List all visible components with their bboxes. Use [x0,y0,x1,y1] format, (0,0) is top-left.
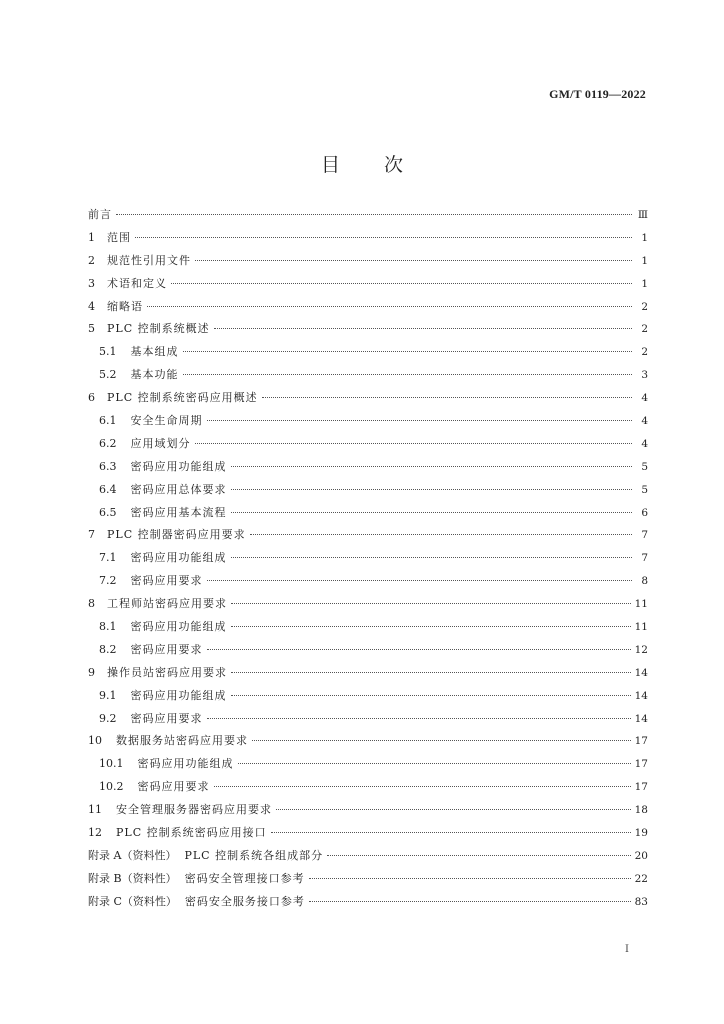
toc-entry-number: 6.3 [99,459,117,473]
toc-entry-label: 术语和定义 [107,276,167,290]
toc-entry-number: 9.1 [99,688,117,702]
toc-entry-page: 11 [634,621,648,634]
toc-entry-number: 6.4 [99,482,117,496]
toc-entry-number: 2 [88,253,95,267]
toc-entry-number: 1 [88,230,95,244]
toc-entry-label: 前言 [88,208,112,221]
toc-entry-label: 操作员站密码应用要求 [107,665,227,679]
toc-entry-number: 11 [88,803,102,817]
toc-entry-page: 5 [641,460,648,473]
toc-leader-dots [231,672,631,673]
toc-entry-number: 7 [88,528,95,542]
toc-leader-dots [207,580,633,581]
toc-leader-dots [271,832,631,833]
toc-leader-dots [135,237,632,238]
toc-entry[interactable] [88,593,648,616]
toc-entry-label: 密码应用要求 [130,574,203,588]
toc-entry-number: 6.5 [99,505,117,519]
toc-entry[interactable] [88,662,648,685]
toc-leader-dots [309,878,631,879]
toc-entry[interactable] [88,616,648,639]
toc-entry-page: 12 [634,643,648,656]
toc-entry-label: 安全管理服务器密码应用要求 [116,803,272,817]
toc-entry-label: 应用域划分 [130,436,191,450]
toc-entry[interactable] [88,685,648,708]
toc-entry-number: 8.2 [99,642,117,656]
toc-leader-dots [183,374,633,375]
toc-entry-number: 12 [88,826,102,840]
toc-entry-label: 密码应用要求 [130,711,203,725]
toc-entry-page: 2 [641,346,648,359]
toc-entry-page: 1 [641,231,648,244]
toc-entry-number: 4 [88,299,95,313]
toc-entry[interactable] [88,410,648,433]
toc-leader-dots [327,855,631,856]
toc-entry-number: 7.1 [99,551,117,565]
toc-leader-dots [231,489,633,490]
toc-entry-page: 20 [634,849,648,862]
toc-entry-page: 17 [634,781,648,794]
toc-entry-label: 密码应用功能组成 [130,551,227,565]
toc-entry-page: 18 [634,804,648,817]
toc-entry-label: 工程师站密码应用要求 [107,597,227,611]
toc-leader-dots [214,786,631,787]
toc-leader-dots [183,351,633,352]
toc-leader-dots [207,649,631,650]
toc-entry-page: 14 [634,689,648,702]
toc-entry-number: 6.2 [99,436,117,450]
toc-entry[interactable] [88,524,648,547]
toc-entry-label: 安全生命周期 [130,414,203,428]
toc-entry-page: 11 [634,598,648,611]
toc-entry[interactable] [88,570,648,593]
toc-entry-label: PLC 控制系统各组成部分 [184,848,324,862]
toc-entry[interactable] [88,753,648,776]
toc-entry-label: 密码安全服务接口参考 [184,894,305,908]
toc-entry-page: 4 [641,437,648,450]
toc-entry-number: 10.2 [99,780,124,794]
toc-entry-page: 4 [641,392,648,405]
toc-entry-label: 密码应用功能组成 [130,620,227,634]
toc-entry-page: 14 [634,666,648,679]
toc-entry[interactable] [88,364,648,387]
toc-leader-dots [207,718,631,719]
toc-leader-dots [116,214,632,215]
toc-entry-page: 4 [641,415,648,428]
toc-entry-page: 1 [641,254,648,267]
toc-entry[interactable] [88,296,648,319]
toc-entry[interactable] [88,341,648,364]
toc-entry-page: 19 [634,827,648,840]
toc-leader-dots [195,443,633,444]
standard-code: GM/T 0119—2022 [549,87,646,101]
toc-entry-page: 7 [641,529,648,542]
toc-entry-number: 6.1 [99,414,117,428]
toc-entry-number: 7.2 [99,574,117,588]
table-of-contents [88,204,648,914]
toc-entry[interactable] [88,456,648,479]
toc-entry-page: 5 [641,483,648,496]
toc-entry-page: 14 [634,712,648,725]
toc-entry-page: 6 [641,506,648,519]
toc-leader-dots [231,512,633,513]
toc-entry-label: 范围 [107,230,131,244]
toc-entry[interactable] [88,227,648,250]
toc-entry-page: 2 [641,300,648,313]
toc-entry-number: 5 [88,322,95,336]
toc-entry-label: PLC 控制系统概述 [107,322,210,336]
toc-entry-number: 8 [88,597,95,611]
toc-leader-dots [262,397,632,398]
toc-entry-label: PLC 控制器密码应用要求 [107,528,246,542]
toc-entry-label: 基本功能 [130,368,179,382]
toc-entry[interactable] [88,708,648,731]
toc-entry-label: 规范性引用文件 [107,253,191,267]
toc-leader-dots [231,695,631,696]
toc-entry-page: 1 [641,277,648,290]
toc-entry-number: 8.1 [99,620,117,634]
toc-entry-number: 5.2 [99,368,117,382]
toc-entry[interactable] [88,502,648,525]
toc-entry-label: 数据服务站密码应用要求 [116,734,248,748]
toc-entry-number: 5.1 [99,345,117,359]
toc-leader-dots [231,603,631,604]
toc-entry-number: 10 [88,734,102,748]
toc-leader-dots [231,557,633,558]
toc-entry-page: 2 [641,323,648,336]
toc-leader-dots [147,306,632,307]
toc-leader-dots [207,420,633,421]
toc-entry-label: PLC 控制系统密码应用概述 [107,391,258,405]
toc-entry-page: 8 [641,575,648,588]
toc-entry-page: 7 [641,552,648,565]
toc-leader-dots [214,328,632,329]
toc-entry-page: 17 [634,735,648,748]
toc-entry[interactable] [88,479,648,502]
toc-entry[interactable] [88,250,648,273]
toc-leader-dots [309,901,631,902]
toc-entry-number: 附录 A（资料性） [88,848,177,862]
toc-entry-number: 6 [88,391,95,405]
toc-entry[interactable] [88,433,648,456]
toc-entry-label: 密码应用要求 [137,780,210,794]
toc-leader-dots [276,809,631,810]
toc-entry-label: 密码应用功能组成 [130,459,227,473]
toc-entry-page: 22 [634,872,648,885]
toc-entry-label: PLC 控制系统密码应用接口 [116,826,267,840]
toc-entry[interactable] [88,273,648,296]
toc-entry-label: 密码应用要求 [130,642,203,656]
toc-leader-dots [238,763,631,764]
toc-entry[interactable] [88,387,648,410]
toc-entry[interactable] [88,204,648,227]
toc-leader-dots [231,466,633,467]
toc-leader-dots [231,626,631,627]
toc-entry-label: 密码应用功能组成 [130,688,227,702]
toc-entry-page: 83 [634,895,648,908]
toc-entry[interactable] [88,845,648,868]
toc-entry-label: 基本组成 [130,345,179,359]
toc-entry-label: 密码应用总体要求 [130,482,227,496]
toc-entry[interactable] [88,822,648,845]
toc-entry-page: 3 [641,369,648,382]
toc-entry-number: 3 [88,276,95,290]
page-title: 目 次 [320,154,404,176]
toc-leader-dots [171,283,632,284]
toc-entry[interactable] [88,730,648,753]
toc-entry[interactable] [88,868,648,891]
toc-entry-number: 9.2 [99,711,117,725]
toc-entry-label: 缩略语 [107,299,143,313]
toc-entry[interactable] [88,318,648,341]
toc-entry-page: Ⅲ [637,209,648,221]
toc-entry-number: 9 [88,665,95,679]
toc-entry-number: 10.1 [99,757,124,771]
toc-entry-page: 17 [634,758,648,771]
toc-entry-label: 密码应用功能组成 [137,757,234,771]
toc-entry-label: 密码安全管理接口参考 [184,871,305,885]
toc-leader-dots [195,260,632,261]
toc-entry-number: 附录 C（资料性） [88,894,177,908]
toc-leader-dots [250,534,632,535]
toc-entry-number: 附录 B（资料性） [88,871,177,885]
toc-entry[interactable] [88,799,648,822]
toc-entry-label: 密码应用基本流程 [130,505,227,519]
toc-entry[interactable] [88,776,648,799]
toc-entry[interactable] [88,547,648,570]
toc-entry[interactable] [88,639,648,662]
page-number: I [625,944,629,955]
toc-entry[interactable] [88,891,648,914]
toc-leader-dots [252,740,631,741]
